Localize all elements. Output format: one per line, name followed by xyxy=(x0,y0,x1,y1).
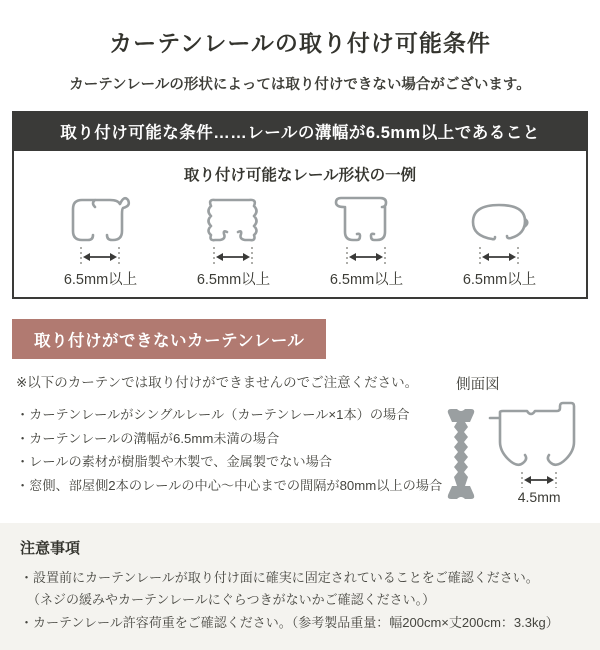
dimension-arrow-icon xyxy=(206,247,260,267)
rail-shape-examples-row xyxy=(20,193,580,289)
caution-note: ・設置前にカーテンレールが取り付け面に確実に固定されていることをご確認ください。 xyxy=(20,570,539,585)
not-installable-bullet: ・窓側、部屋側2本のレールの中心〜中心までの間隔が80mm以上の場合 xyxy=(16,477,443,493)
not-installable-bullet: ・レールの素材が樹脂製や木製で、金属製でない場合 xyxy=(16,454,332,469)
dimension-arrow-icon xyxy=(516,472,562,488)
dimension-arrow-icon xyxy=(339,247,393,267)
not-installable-bullet-list xyxy=(16,403,442,497)
side-view-diagrams xyxy=(442,400,600,505)
not-installable-note: ※以下のカーテンでは取り付けができませんのでご注意ください。 xyxy=(16,375,419,390)
dimension-label: 6.5mm以上 xyxy=(462,272,537,288)
rail-shape-examples-panel xyxy=(12,151,588,299)
installable-condition-header: 取り付け可能な条件……レールの溝幅が6.5mm以上であること xyxy=(12,111,588,151)
rail-shape-figure-1 xyxy=(64,193,137,289)
installable-condition-box xyxy=(12,111,588,299)
rounded-oval-rail-icon xyxy=(464,193,534,249)
page-subtitle: カーテンレールの形状によっては取り付けできない場合がございます。 xyxy=(69,77,531,93)
dimension-arrow-icon xyxy=(472,247,526,267)
not-installable-bullet: ・カーテンレールの溝幅が6.5mm未満の場合 xyxy=(16,430,280,446)
caution-notes-heading: 注意事項 xyxy=(20,540,81,557)
rail-shape-figure-3 xyxy=(330,193,403,289)
rail-profile-figure xyxy=(486,400,586,505)
not-installable-content xyxy=(16,371,590,505)
rail-shape-figure-2 xyxy=(197,193,270,289)
side-view-label: 側面図 xyxy=(456,377,500,393)
not-installable-header: 取り付けができないカーテンレール xyxy=(12,319,326,359)
caution-note: （ネジの緩みやカーテンレールにぐらつきがないかご確認ください。） xyxy=(27,592,436,608)
not-installable-bullet: ・カーテンレールがシングルレール（カーテンレール×1本）の場合 xyxy=(16,407,410,422)
dimension-label: 6.5mm以上 xyxy=(63,272,138,288)
dimension-label: 6.5mm以上 xyxy=(329,272,404,288)
rail-profile-icon xyxy=(486,400,586,476)
rail-shape-examples-title: 取り付け可能なレール形状の一例 xyxy=(183,167,417,184)
caution-note: ・カーテンレール許容荷重をご確認ください。（参考製品重量：幅200cm×丈200cm：3.3kg） xyxy=(20,614,559,630)
wavy-side-rail-icon xyxy=(198,193,268,249)
dimension-label: 6.5mm以上 xyxy=(196,272,271,288)
caution-notes-section xyxy=(0,523,600,650)
side-view-figure xyxy=(442,371,600,505)
side-view-dimension-label: 4.5mm xyxy=(517,489,561,505)
c-rail-with-top-hook-icon xyxy=(65,193,135,249)
runner-side-view-icon xyxy=(444,408,478,500)
dimension-arrow-icon xyxy=(73,247,127,267)
not-installable-text xyxy=(16,371,442,505)
page-title: カーテンレールの取り付け可能条件 xyxy=(109,30,491,56)
rail-shape-figure-4 xyxy=(463,193,536,289)
flanged-top-rail-icon xyxy=(331,193,401,249)
